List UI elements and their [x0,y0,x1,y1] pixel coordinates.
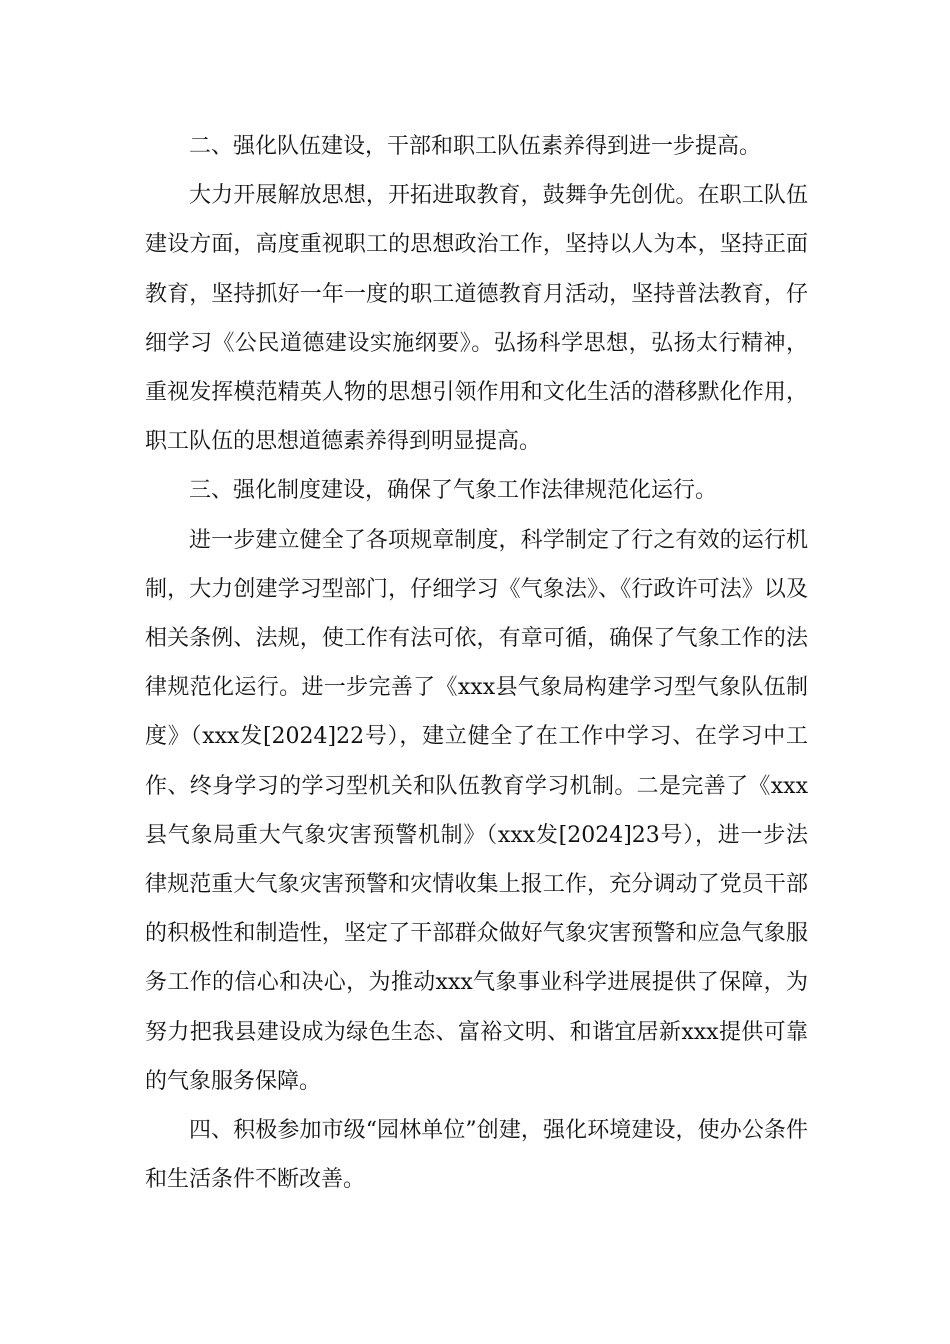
section-heading-2: 二、强化队伍建设，干部和职工队伍素养得到进一步提高。 [189,134,762,159]
section-heading-4: 四、积极参加市级“园林单位”创建，强化环境建设，使办公条件和生活条件不断改善。 [145,1118,808,1193]
document-body [145,122,808,1204]
paragraph-team-building: 大力开展解放思想，开拓进取教育，鼓舞争先创优。在职工队伍建设方面，高度重视职工的思想政治工作，坚持以人为本，坚持正面教育，坚持抓好一年一度的职工道德教育月活动，坚持普法教育，仔细学习《公民道德建设实施纲要》。弘扬科学思想，弘扬太行精神，重视发挥模范精英人物的思想引领作用和文化生活的潜移默化作用，职工队伍的思想道德素养得到明显提高。 [145,183,808,455]
paragraph-system-building: 进一步建立健全了各项规章制度，科学制定了行之有效的运行机制，大力创建学习型部门，仔细学习《气象法》、《行政许可法》以及相关条例、法规，使工作有法可依，有章可循，确保了气象工作的法律规范化运行。进一步完善了《xxx县气象局构建学习型气象队伍制度》（xxx发[2024]22号），建立健全了在工作中学习、在学习中工作、终身学习的学习型机关和队伍教育学习机制。二是完善了《xxx县气象局重大气象灾害预警机制》（xxx发[2024]23号），进一步法律规范重大气象灾害预警和灾情收集上报工作，充分调动了党员干部的积极性和制造性，坚定了干部群众做好气象灾害预警和应急气象服务工作的信心和决心，为推动xxx气象事业科学进展提供了保障，为努力把我县建设成为绿色生态、富裕文明、和谐宜居新xxx提供可靠的气象服务保障。 [145,527,808,1094]
section-heading-3: 三、强化制度建设，确保了气象工作法律规范化运行。 [189,478,718,504]
